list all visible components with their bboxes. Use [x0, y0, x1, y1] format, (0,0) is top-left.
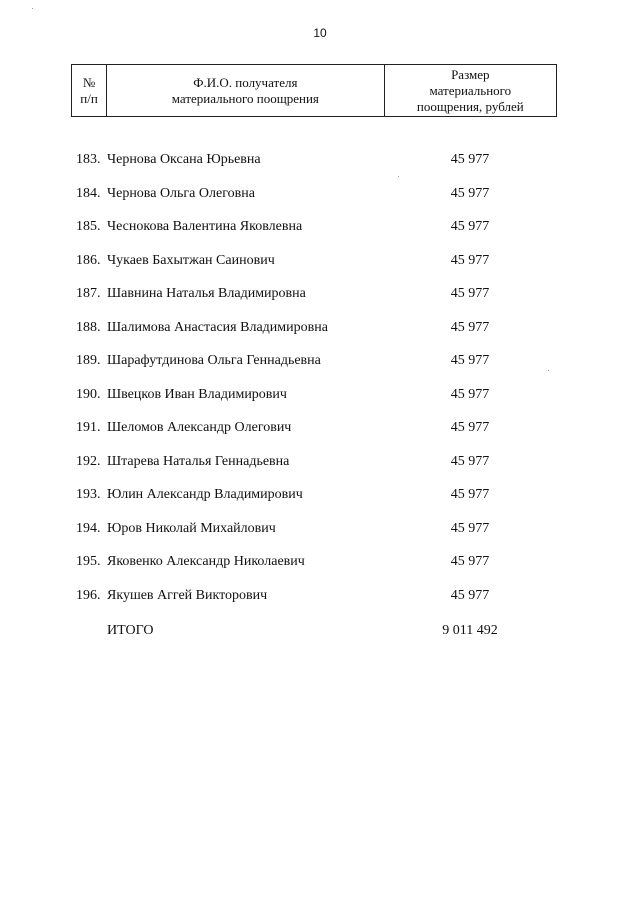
table-row	[0, 152, 640, 186]
recipient-list	[0, 152, 640, 621]
recipient-name: Юлин Александр Владимирович	[107, 487, 303, 502]
row-number: 195.	[76, 554, 101, 569]
header-amount-column	[384, 65, 556, 117]
row-number: 191.	[76, 420, 101, 435]
reward-amount: 45 977	[450, 487, 490, 502]
row-number: 193.	[76, 487, 101, 502]
recipient-name: Юров Николай Михайлович	[107, 520, 276, 536]
scan-speck	[398, 176, 399, 177]
table-row	[0, 521, 640, 555]
table-row	[0, 387, 640, 421]
reward-amount: 45 977	[450, 554, 490, 569]
reward-amount: 45 977	[450, 286, 490, 301]
recipient-name: Якушев Аггей Викторович	[107, 587, 268, 603]
recipient-name: Шалимова Анастасия Владимировна	[107, 319, 328, 335]
table-row	[0, 219, 640, 253]
reward-amount: 45 977	[450, 353, 490, 368]
scan-speck	[32, 8, 33, 9]
row-number: 186.	[76, 252, 101, 268]
header-name-column	[107, 65, 385, 117]
table-header	[71, 64, 557, 117]
row-number: 192.	[76, 453, 101, 469]
recipient-name: Чернова Оксана Юрьевна	[107, 152, 261, 167]
table-row	[0, 454, 640, 488]
reward-amount: 45 977	[450, 420, 490, 435]
row-number: 189.	[76, 353, 101, 368]
table-row	[0, 487, 640, 521]
page-number: 10	[313, 26, 327, 40]
recipient-name: Шарафутдинова Ольга Геннадьевна	[107, 353, 321, 368]
reward-amount: 45 977	[450, 587, 490, 603]
recipient-name: Шавнина Наталья Владимировна	[107, 286, 306, 301]
table-row	[0, 186, 640, 220]
reward-amount: 45 977	[450, 185, 490, 201]
row-number: 196.	[76, 587, 101, 603]
reward-amount: 45 977	[450, 319, 490, 335]
recipient-name: Чеснокова Валентина Яковлевна	[107, 219, 303, 234]
table-row	[0, 320, 640, 354]
row-number: 183.	[76, 152, 101, 167]
reward-amount: 45 977	[450, 152, 490, 167]
row-number: 185.	[76, 219, 101, 234]
header-name-label: Ф.И.О. получателя материального поощрения	[171, 74, 319, 106]
recipient-name: Чукаев Бахытжан Саинович	[107, 252, 275, 268]
row-number: 190.	[76, 386, 101, 402]
row-number: 187.	[76, 286, 101, 301]
total-amount: 9 011 492	[442, 623, 498, 638]
header-number-column	[72, 65, 107, 117]
row-number: 194.	[76, 520, 101, 536]
reward-amount: 45 977	[450, 520, 490, 536]
table-row	[0, 588, 640, 622]
total-label: ИТОГО	[107, 623, 154, 638]
table-row	[0, 253, 640, 287]
scan-speck	[548, 370, 549, 371]
row-number: 184.	[76, 185, 101, 201]
recipient-name: Штарева Наталья Геннадьевна	[107, 453, 290, 469]
table-row	[0, 554, 640, 588]
reward-amount: 45 977	[450, 219, 490, 234]
recipient-name: Шеломов Александр Олегович	[107, 420, 292, 435]
header-amount-label: Размер материального поощрения, рублей	[416, 66, 524, 114]
reward-amount: 45 977	[450, 453, 490, 469]
recipient-name: Швецков Иван Владимирович	[107, 386, 287, 402]
row-number: 188.	[76, 319, 101, 335]
table-row	[0, 286, 640, 320]
recipient-name: Чернова Ольга Олеговна	[107, 185, 255, 201]
table-row	[0, 420, 640, 454]
reward-amount: 45 977	[450, 386, 490, 402]
header-number-label: № п/п	[80, 74, 98, 106]
recipient-name: Яковенко Александр Николаевич	[107, 554, 305, 569]
table-row	[0, 353, 640, 387]
reward-amount: 45 977	[450, 252, 490, 268]
